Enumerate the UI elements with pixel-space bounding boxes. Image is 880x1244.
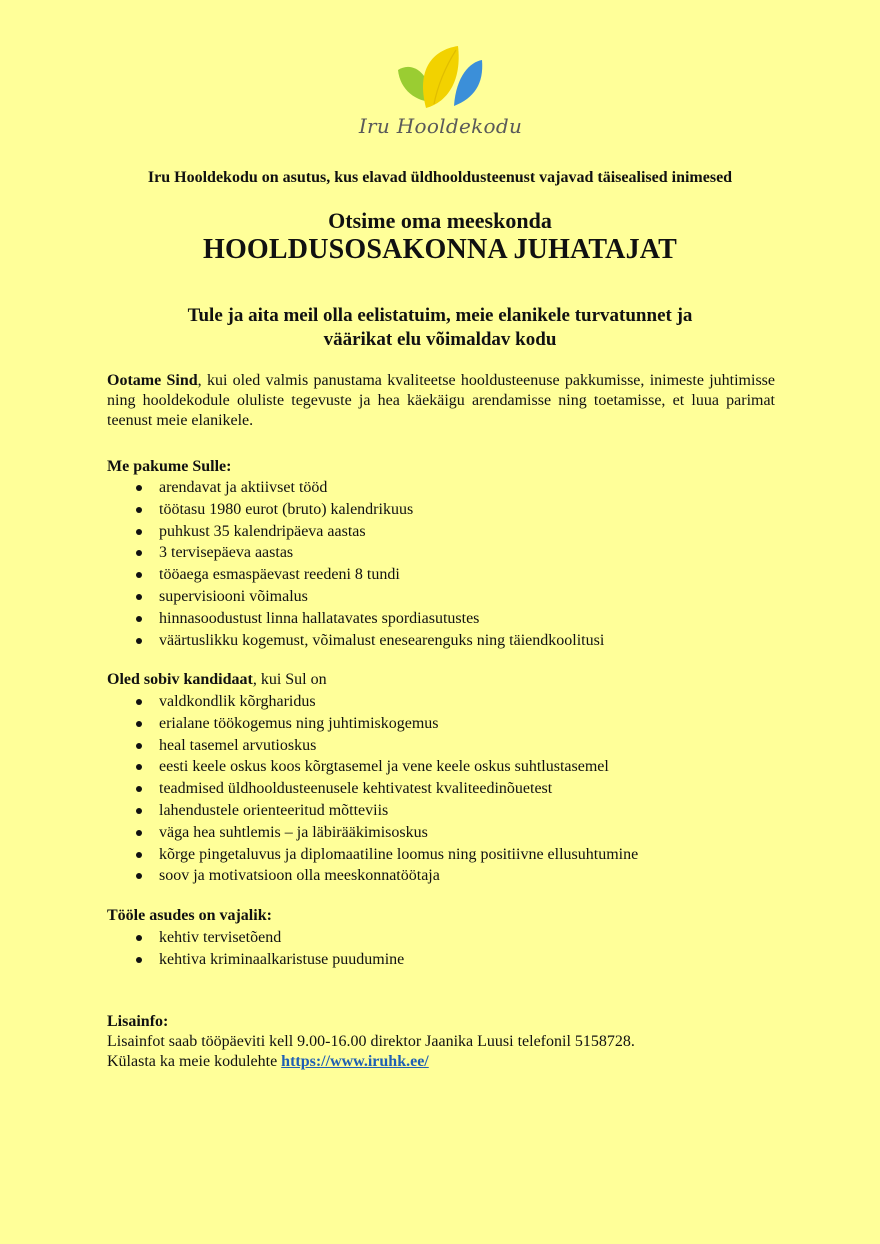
list-item: hinnasoodustust linna hallatavates spordiasutustes: [107, 608, 604, 630]
list-item: valdkondlik kõrgharidus: [107, 691, 638, 713]
info-contact: Lisainfot saab tööpäeviti kell 9.00-16.00 direktor Jaanika Luusi telefonil 5158728.: [107, 1033, 635, 1050]
required-heading: Tööle asudes on vajalik:: [107, 907, 272, 924]
list-item: väga hea suhtlemis – ja läbirääkimisoskus: [107, 822, 638, 844]
list-item: puhkust 35 kalendripäeva aastas: [107, 521, 604, 543]
list-item: heal tasemel arvutioskus: [107, 735, 638, 757]
leaves-logo-icon: [390, 44, 490, 114]
intro-line: Iru Hooldekodu on asutus, kus elavad üldhooldusteenust vajavad täisealised inimesed: [147, 169, 733, 186]
list-item: supervisiooni võimalus: [107, 586, 604, 608]
tagline: [0, 304, 880, 352]
list-item: 3 tervisepäeva aastas: [107, 542, 604, 564]
intro-paragraph: [107, 371, 775, 431]
list-item: teadmised üldhooldusteenusele kehtivatest kvaliteedinõuetest: [107, 778, 638, 800]
subtitle: Otsime oma meeskonda: [328, 208, 552, 233]
offer-list: [107, 477, 604, 651]
offer-heading: Me pakume Sulle:: [107, 458, 232, 475]
website-link[interactable]: https://www.iruhk.ee/: [281, 1053, 429, 1070]
required-list: [107, 927, 404, 971]
list-item: kehtiva kriminaalkaristuse puudumine: [107, 949, 404, 971]
intro-text: , kui oled valmis panustama kvaliteetse hooldusteenuse pakkumisse, inimeste juhtimisse ning hooldekodule oluliste tegevuste ja hea käekäigu arendamisse ning toetamisse, et luua parimat teenust meie elanikele.: [107, 372, 775, 429]
logo: [338, 44, 543, 144]
list-item: tööaega esmaspäevast reedeni 8 tundi: [107, 564, 604, 586]
list-item: erialane töökogemus ning juhtimiskogemus: [107, 713, 638, 735]
list-item: arendavat ja aktiivset tööd: [107, 477, 604, 499]
list-item: väärtuslikku kogemust, võimalust enesearenguks ning täiendkoolitusi: [107, 630, 604, 652]
list-item: lahendustele orienteeritud mõtteviis: [107, 800, 638, 822]
candidate-heading: Oled sobiv kandidaat, kui Sul on: [107, 671, 327, 688]
list-item: soov ja motivatsioon olla meeskonnatöötaja: [107, 865, 638, 887]
info-section: [107, 1012, 635, 1072]
intro-lead: Ootame Sind: [107, 372, 198, 389]
list-item: kehtiv tervisetõend: [107, 927, 404, 949]
info-heading: Lisainfo:: [107, 1013, 169, 1030]
list-item: töötasu 1980 eurot (bruto) kalendrikuus: [107, 499, 604, 521]
list-item: kõrge pingetaluvus ja diplomaatiline loomus ning positiivne ellusuhtumine: [107, 844, 638, 866]
tagline-line-2: väärikat elu võimaldav kodu: [323, 329, 557, 350]
candidate-list: [107, 691, 638, 887]
page-title: HOOLDUSOSAKONNA JUHATAJAT: [202, 234, 678, 265]
tagline-line-1: Tule ja aita meil olla eelistatuim, meie elanikele turvatunnet ja: [187, 305, 693, 326]
info-website-line: Külasta ka meie kodulehte https://www.iruhk.ee/: [107, 1053, 429, 1070]
logo-text: Iru Hooldekodu: [358, 114, 523, 138]
list-item: eesti keele oskus koos kõrgtasemel ja vene keele oskus suhtlustasemel: [107, 756, 638, 778]
